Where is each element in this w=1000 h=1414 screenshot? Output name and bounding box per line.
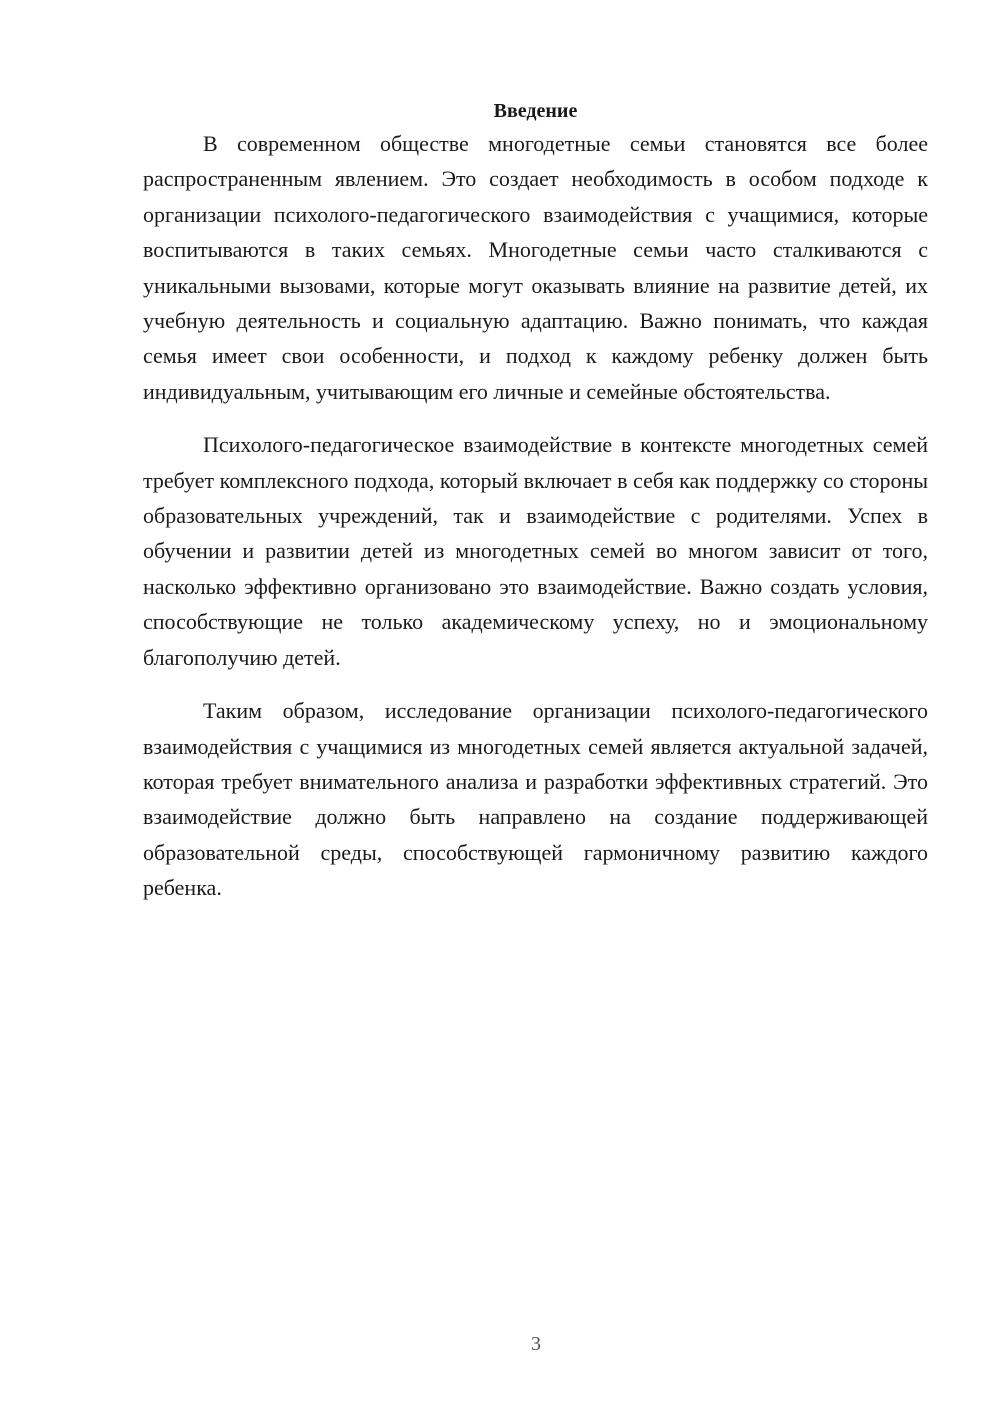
section-title: Введение bbox=[493, 100, 578, 122]
document-page bbox=[143, 96, 928, 906]
page-number: 3 bbox=[531, 1333, 541, 1355]
paragraph-1: В современном обществе многодетные семьи становятся все более распространенным явлением. Это создает необходимость в особом подходе к организации психолого-педагогического взаимодействия с учащимися, которые воспитываются в таких семьях. Многодетные семьи часто сталкиваются с уникальными вызовами, которые могут оказывать влияние на развитие детей, их учебную деятельность и социальную адаптацию. Важно понимать, что каждая семья имеет свои особенности, и подход к каждому ребенку должен быть индивидуальным, учитывающим его личные и семейные обстоятельства. bbox=[143, 131, 928, 404]
paragraph-2: Психолого-педагогическое взаимодействие в контексте многодетных семей требует комплексного подхода, который включает в себя как поддержку со стороны образовательных учреждений, так и взаимодействие с родителями. Успех в обучении и развитии детей из многодетных семей во многом зависит от того, насколько эффективно организовано это взаимодействие. Важно создать условия, способствующие не только академическому успеху, но и эмоциональному благополучию детей. bbox=[143, 432, 928, 670]
paragraph-3: Таким образом, исследование организации психолого-педагогического взаимодействия с учащимися из многодетных семей является актуальной задачей, которая требует внимательного анализа и разработки эффективных стратегий. Это взаимодействие должно быть направлено на создание поддерживающей образовательной среды, способствующей гармоничному развитию каждого ребенка. bbox=[143, 698, 928, 901]
